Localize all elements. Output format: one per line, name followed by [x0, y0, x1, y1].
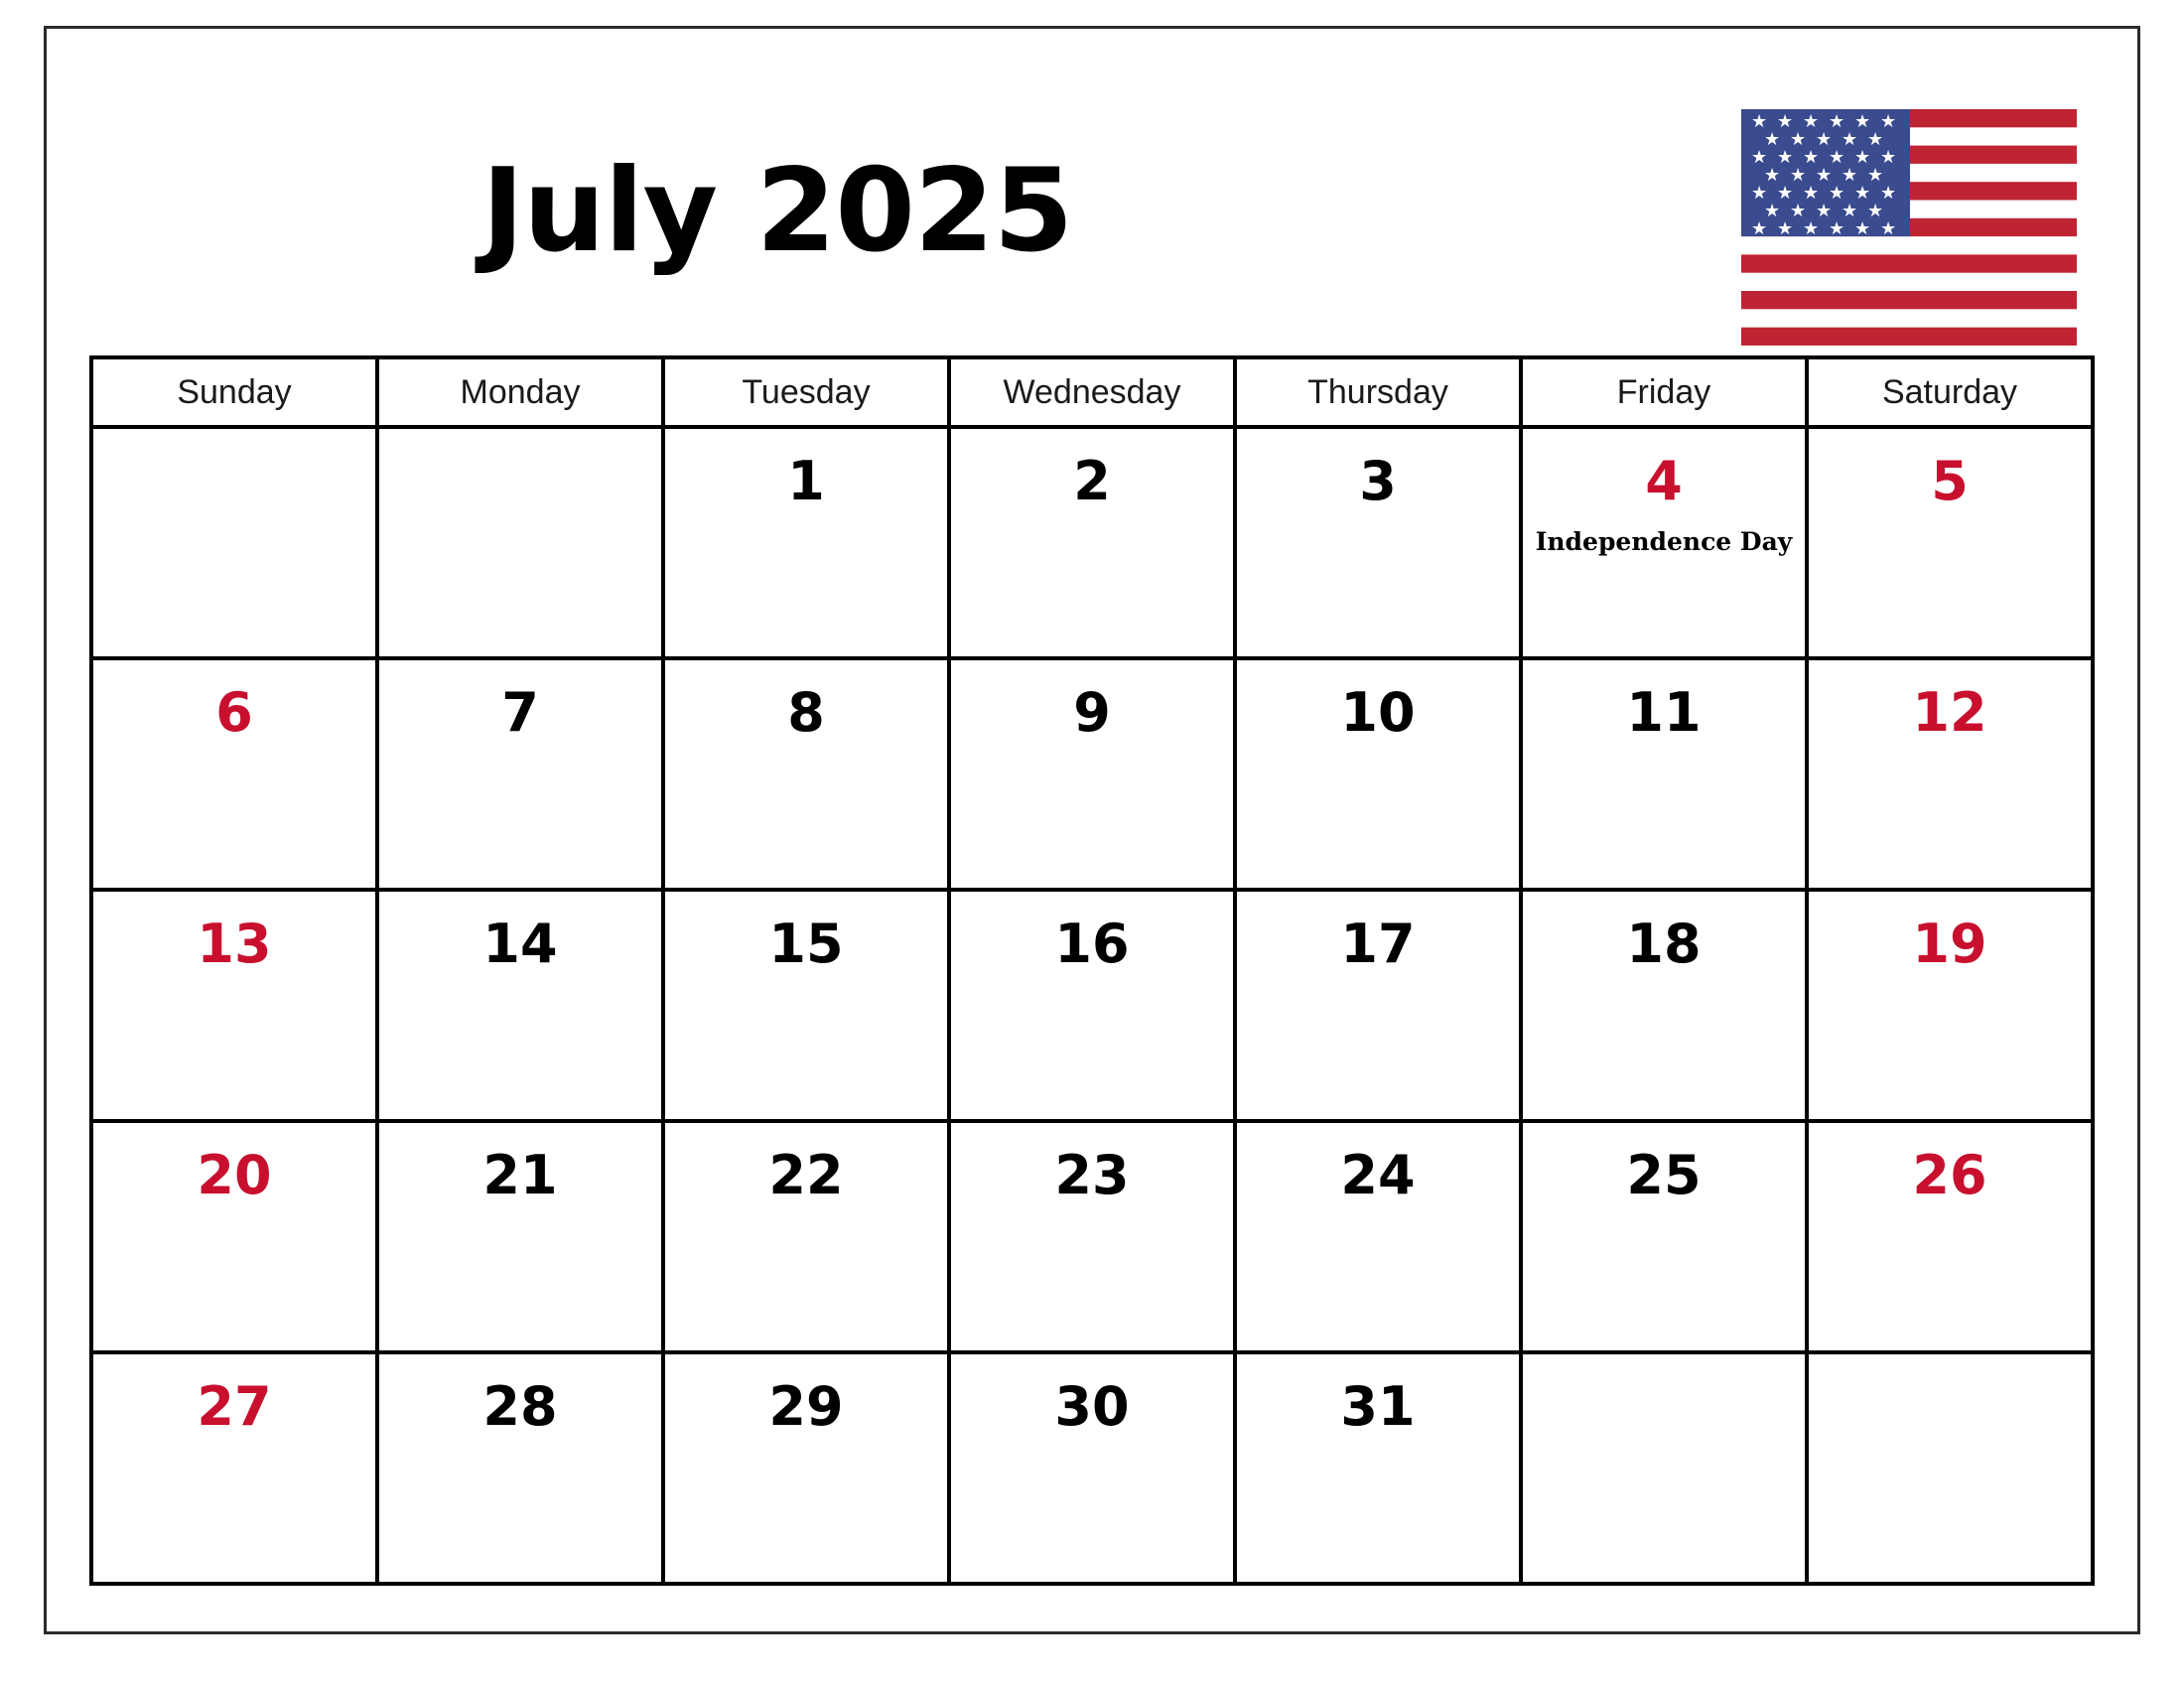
svg-text:★: ★: [1816, 165, 1833, 186]
day-cell[interactable]: [949, 427, 1235, 658]
day-number: 5: [1931, 450, 1969, 512]
day-number: 10: [1340, 681, 1416, 744]
svg-text:★: ★: [1842, 201, 1858, 221]
day-cell[interactable]: [949, 1121, 1235, 1352]
day-number: 6: [215, 681, 253, 744]
svg-text:★: ★: [1751, 111, 1768, 132]
day-cell[interactable]: [949, 1352, 1235, 1584]
day-number: 27: [197, 1375, 272, 1438]
day-event: [379, 455, 661, 475]
svg-text:★: ★: [1880, 218, 1897, 239]
day-number: 26: [1912, 1144, 1987, 1206]
day-cell[interactable]: [91, 658, 377, 890]
weekday-header-friday: Friday: [1521, 357, 1807, 427]
day-number: 22: [768, 1144, 844, 1206]
day-number: 23: [1054, 1144, 1130, 1206]
svg-text:★: ★: [1867, 165, 1884, 186]
day-number: 14: [482, 913, 558, 975]
svg-text:★: ★: [1751, 147, 1768, 168]
svg-text:★: ★: [1829, 218, 1845, 239]
svg-text:★: ★: [1867, 201, 1884, 221]
svg-text:★: ★: [1854, 147, 1871, 168]
day-cell[interactable]: [1235, 1352, 1521, 1584]
day-cell[interactable]: [1521, 1352, 1807, 1584]
day-cell[interactable]: [663, 1121, 949, 1352]
svg-text:★: ★: [1751, 183, 1768, 204]
svg-text:★: ★: [1854, 183, 1871, 204]
svg-text:★: ★: [1777, 183, 1794, 204]
weekday-header-tuesday: Tuesday: [663, 357, 949, 427]
day-cell[interactable]: [663, 427, 949, 658]
day-number: 17: [1340, 913, 1416, 975]
svg-text:★: ★: [1854, 218, 1871, 239]
svg-text:★: ★: [1880, 147, 1897, 168]
us-flag-icon: [1741, 109, 2077, 346]
svg-text:★: ★: [1829, 183, 1845, 204]
svg-text:★: ★: [1764, 165, 1781, 186]
day-cell[interactable]: [91, 427, 377, 658]
day-number: 2: [1073, 450, 1111, 512]
day-number: 4: [1645, 450, 1683, 512]
calendar-week-row: [91, 1121, 2093, 1352]
day-number: 31: [1340, 1375, 1416, 1438]
day-cell[interactable]: [91, 890, 377, 1121]
day-cell[interactable]: [663, 1352, 949, 1584]
svg-text:★: ★: [1816, 201, 1833, 221]
day-event: [1809, 1380, 2091, 1400]
day-number: 7: [501, 681, 539, 744]
day-number: 1: [787, 450, 825, 512]
day-number: 29: [768, 1375, 844, 1438]
day-event: Independence Day: [1535, 527, 1793, 556]
day-number: 13: [197, 913, 272, 975]
day-cell[interactable]: [663, 890, 949, 1121]
weekday-header-row: [91, 357, 2093, 427]
svg-text:★: ★: [1803, 183, 1820, 204]
calendar-week-row: [91, 1352, 2093, 1584]
svg-text:★: ★: [1867, 129, 1884, 150]
day-number: 8: [787, 681, 825, 744]
day-number: 19: [1912, 913, 1987, 975]
day-number: 12: [1912, 681, 1987, 744]
calendar-header: [89, 60, 2085, 328]
day-cell[interactable]: [1521, 890, 1807, 1121]
svg-text:★: ★: [1764, 129, 1781, 150]
day-cell[interactable]: [1807, 1352, 2093, 1584]
weekday-header-thursday: Thursday: [1235, 357, 1521, 427]
day-cell[interactable]: [1521, 427, 1807, 658]
day-cell[interactable]: [91, 1121, 377, 1352]
day-number: 3: [1359, 450, 1397, 512]
svg-text:★: ★: [1803, 147, 1820, 168]
day-cell[interactable]: [949, 658, 1235, 890]
day-number: 21: [482, 1144, 558, 1206]
svg-text:★: ★: [1751, 218, 1768, 239]
day-cell[interactable]: [663, 658, 949, 890]
day-cell[interactable]: [1235, 658, 1521, 890]
svg-text:★: ★: [1777, 218, 1794, 239]
day-cell[interactable]: [1235, 427, 1521, 658]
day-number: 20: [197, 1144, 272, 1206]
svg-text:★: ★: [1880, 183, 1897, 204]
calendar-week-row: [91, 658, 2093, 890]
day-number: 11: [1626, 681, 1702, 744]
day-number: 16: [1054, 913, 1130, 975]
svg-text:★: ★: [1842, 165, 1858, 186]
svg-text:★: ★: [1842, 129, 1858, 150]
page-title: July 2025: [481, 144, 1073, 278]
day-cell[interactable]: [377, 1352, 663, 1584]
svg-text:★: ★: [1803, 218, 1820, 239]
svg-text:★: ★: [1790, 201, 1807, 221]
svg-text:★: ★: [1777, 111, 1794, 132]
day-number: 28: [482, 1375, 558, 1438]
day-event: [1523, 1380, 1805, 1400]
calendar-grid: [89, 355, 2095, 1586]
svg-text:★: ★: [1777, 147, 1794, 168]
day-cell[interactable]: [1807, 1121, 2093, 1352]
weekday-header-saturday: Saturday: [1807, 357, 2093, 427]
day-number: 18: [1626, 913, 1702, 975]
day-number: 30: [1054, 1375, 1130, 1438]
calendar-week-row: [91, 427, 2093, 658]
day-cell[interactable]: [377, 427, 663, 658]
day-cell[interactable]: [1807, 890, 2093, 1121]
day-cell[interactable]: [1521, 658, 1807, 890]
svg-text:★: ★: [1829, 147, 1845, 168]
day-number: 9: [1073, 681, 1111, 744]
day-cell[interactable]: [377, 1121, 663, 1352]
weekday-header-monday: Monday: [377, 357, 663, 427]
day-number: 24: [1340, 1144, 1416, 1206]
svg-text:★: ★: [1790, 165, 1807, 186]
day-cell[interactable]: [949, 890, 1235, 1121]
day-cell[interactable]: [377, 658, 663, 890]
day-cell[interactable]: [1235, 890, 1521, 1121]
day-number: 25: [1626, 1144, 1702, 1206]
day-event: [93, 455, 375, 475]
day-number: 15: [768, 913, 844, 975]
svg-text:★: ★: [1816, 129, 1833, 150]
svg-text:★: ★: [1880, 111, 1897, 132]
svg-text:★: ★: [1764, 201, 1781, 221]
weekday-header-sunday: Sunday: [91, 357, 377, 427]
day-cell[interactable]: [1807, 658, 2093, 890]
day-cell[interactable]: [1521, 1121, 1807, 1352]
svg-text:★: ★: [1829, 111, 1845, 132]
svg-text:★: ★: [1790, 129, 1807, 150]
day-cell[interactable]: [1235, 1121, 1521, 1352]
day-cell[interactable]: [377, 890, 663, 1121]
weekday-header-wednesday: Wednesday: [949, 357, 1235, 427]
day-cell[interactable]: [1807, 427, 2093, 658]
calendar-week-row: [91, 890, 2093, 1121]
svg-text:★: ★: [1854, 111, 1871, 132]
day-cell[interactable]: [91, 1352, 377, 1584]
svg-text:★: ★: [1803, 111, 1820, 132]
